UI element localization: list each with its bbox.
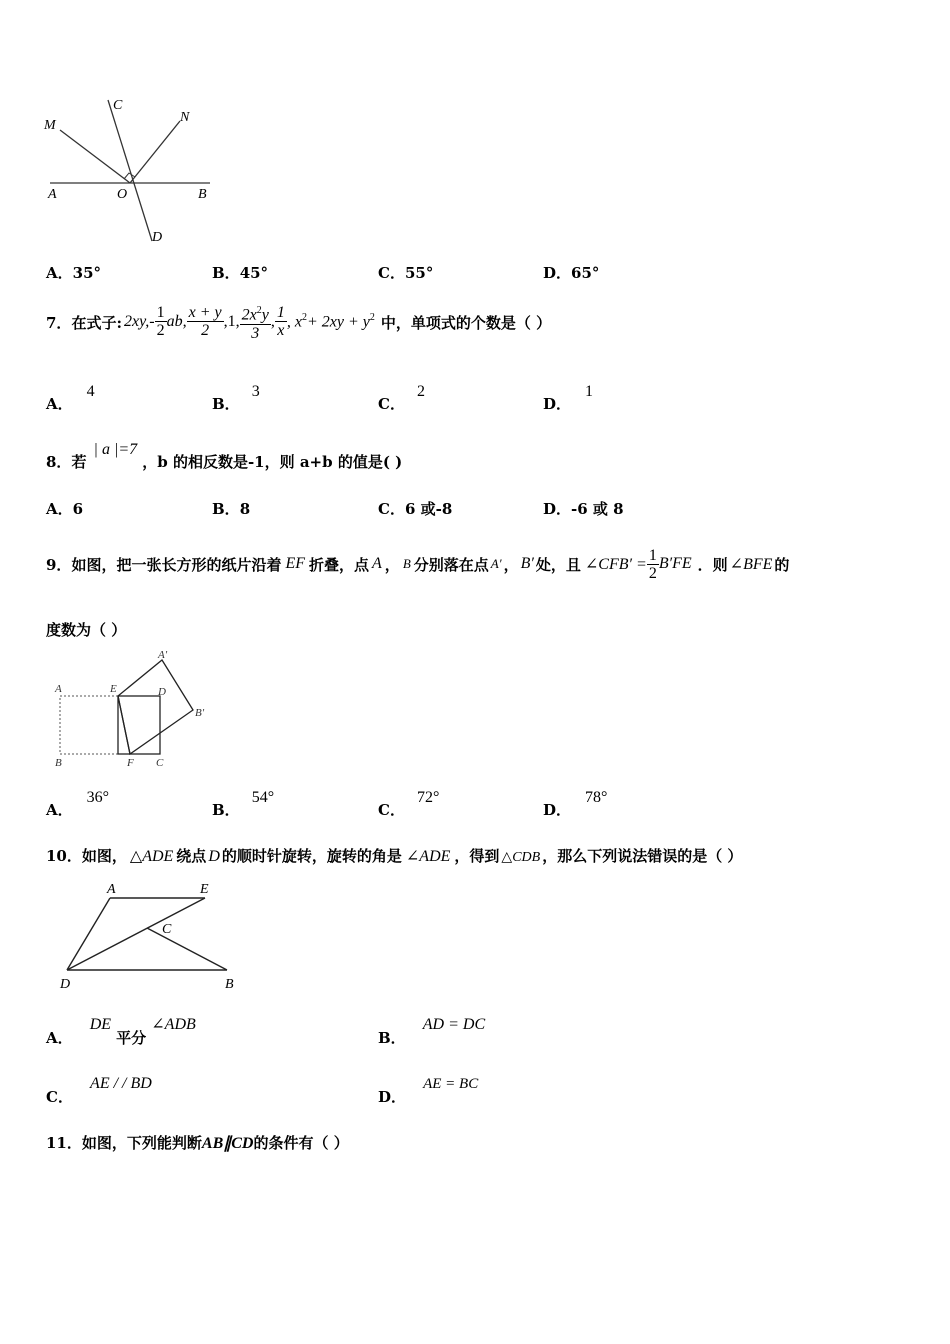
option-text: 55° xyxy=(404,264,434,282)
frac-den: 2 xyxy=(648,564,657,582)
q10-stem xyxy=(46,845,742,866)
ray-on xyxy=(130,121,180,183)
q9-angle-rhs: B′FE xyxy=(658,555,692,572)
frac-num: x + y xyxy=(188,304,222,322)
q9-target: ∠BFE xyxy=(729,556,773,573)
q9-frac-half xyxy=(647,547,659,582)
q9-text6: 的 xyxy=(774,555,790,574)
frac-num: 1 xyxy=(648,546,657,564)
label-d: D xyxy=(60,977,71,992)
q10-option-a[interactable] xyxy=(46,1013,196,1047)
option-letter: B． xyxy=(212,500,240,518)
option-text: 平分 xyxy=(116,1029,147,1047)
q6-angle-figure xyxy=(40,95,220,255)
frac-num-base: 2x xyxy=(241,306,257,324)
q10-option-b[interactable] xyxy=(378,1013,486,1047)
q7-frac-half xyxy=(155,304,167,339)
option-value: 78° xyxy=(585,789,608,806)
q8-option-c[interactable] xyxy=(378,498,452,519)
option-math: AE = BC xyxy=(423,1076,479,1092)
q9-option-c[interactable] xyxy=(378,786,440,819)
q10-d: D xyxy=(208,848,220,865)
q9-option-a[interactable] xyxy=(46,786,110,819)
q9-a-prime: A′ xyxy=(490,556,502,571)
label-a-prime: A′ xyxy=(158,649,168,661)
option-letter: D． xyxy=(378,1088,407,1106)
q10-tri2: △CDB xyxy=(501,850,541,865)
q9-text5: ．则 xyxy=(697,555,728,574)
option-letter: C． xyxy=(46,1088,73,1106)
q7-term-ab: ab, xyxy=(166,312,187,330)
option-letter: B． xyxy=(378,1029,406,1047)
q7-frac-xy xyxy=(187,304,224,339)
q7-stem xyxy=(46,298,551,346)
q8-prefix: 若 xyxy=(71,453,87,471)
frac-num-sup: 2 xyxy=(256,305,262,317)
frac-num: 1 xyxy=(156,304,165,322)
label-o: O xyxy=(117,187,128,202)
q6-option-c[interactable] xyxy=(378,262,433,283)
term-base: + 2xy + y xyxy=(306,313,370,331)
option-value: 54° xyxy=(251,789,275,806)
q9-text1: 如图，把一张长方形的纸片沿着 xyxy=(71,555,282,574)
q9-text4: 处，且 xyxy=(535,555,581,574)
q7-term-x2 xyxy=(287,312,307,331)
q9-number: 9． xyxy=(46,555,72,574)
q9-angle-lhs: ∠CFB′ = xyxy=(584,556,647,573)
label-d: D xyxy=(152,230,163,245)
option-text: 6 xyxy=(72,500,84,518)
option-letter: A． xyxy=(46,801,73,819)
q10-text2: 绕点 xyxy=(176,847,207,865)
q9-text2: 折叠，点 xyxy=(309,555,370,574)
option-letter: A． xyxy=(46,1029,73,1047)
option-letter: C． xyxy=(378,264,405,282)
q8-option-d[interactable] xyxy=(543,498,624,519)
option-text: 45° xyxy=(239,264,269,282)
option-text: 35° xyxy=(72,264,102,282)
q8-stem xyxy=(46,438,403,471)
option-math: ∠ADB xyxy=(151,1016,196,1033)
option-text: 8 xyxy=(239,500,251,518)
q8-math: | a |=7 xyxy=(93,441,138,458)
q11-stem xyxy=(46,1132,349,1153)
option-math: AE / / BD xyxy=(90,1075,152,1092)
q8-suffix: ，b 的相反数是-1，则 a+b 的值是( ) xyxy=(142,453,403,471)
q11-text2: 的条件有（ ） xyxy=(253,1134,349,1152)
option-letter: D． xyxy=(543,395,572,413)
q7-number: 7． xyxy=(46,313,72,332)
q7-option-a[interactable] xyxy=(46,380,95,413)
q7-option-b[interactable] xyxy=(212,380,260,413)
label-b-prime: B′ xyxy=(195,707,205,719)
q10-text1: 如图， xyxy=(81,847,127,865)
label-e: E xyxy=(110,683,117,695)
q10-tri1: △ADE xyxy=(129,848,174,865)
q10-angle: ∠ADE xyxy=(405,848,451,865)
option-text: 6 或-8 xyxy=(404,500,453,518)
q11-number: 11． xyxy=(46,1134,82,1152)
option-letter: A． xyxy=(46,500,73,518)
label-c: C xyxy=(162,922,172,937)
option-value: 1 xyxy=(585,383,594,400)
q9-a: A xyxy=(372,555,382,572)
option-letter: D． xyxy=(543,264,572,282)
label-b: B xyxy=(55,757,62,769)
folded-flap xyxy=(118,660,193,754)
option-value: 36° xyxy=(86,789,110,806)
q6-option-d[interactable] xyxy=(543,262,599,283)
q10-text5: ，那么下列说法错误的是（ ） xyxy=(542,847,743,865)
term-base: , x xyxy=(286,313,302,331)
label-e: E xyxy=(200,882,209,897)
q9-option-b[interactable] xyxy=(212,786,275,819)
label-d: D xyxy=(158,686,166,698)
label-n: N xyxy=(180,110,190,125)
option-value: 3 xyxy=(251,383,260,400)
q9-stem-line1 xyxy=(46,540,789,588)
q10-text4: ，得到 xyxy=(454,847,500,865)
q7-comma: , xyxy=(270,312,275,330)
q8-option-b[interactable] xyxy=(212,498,250,519)
q8-number: 8． xyxy=(46,453,72,471)
q6-option-a[interactable] xyxy=(46,262,101,283)
q6-option-b[interactable] xyxy=(212,262,268,283)
label-f: F xyxy=(127,757,134,769)
option-letter: B． xyxy=(212,395,240,413)
option-letter: D． xyxy=(543,500,572,518)
label-a: A xyxy=(107,882,116,897)
option-value: 4 xyxy=(86,383,95,400)
option-letter: C． xyxy=(378,395,405,413)
fold-line-ef xyxy=(118,696,130,754)
q11-text1: 如图，下列能判断 xyxy=(81,1134,202,1152)
option-letter: B． xyxy=(212,264,240,282)
q10-text3: 的顺时针旋转，旋转的角是 xyxy=(221,847,402,865)
option-math: DE xyxy=(89,1016,112,1033)
q10-option-c[interactable] xyxy=(46,1072,152,1106)
option-value: 72° xyxy=(416,789,440,806)
q8-option-a[interactable] xyxy=(46,498,83,519)
option-letter: A． xyxy=(46,264,73,282)
q9-angle-equation xyxy=(585,547,692,582)
q7-option-c[interactable] xyxy=(378,380,425,413)
frac-num-tail: y xyxy=(261,306,269,324)
label-m: M xyxy=(44,118,56,133)
q9-text3: 分别落在点 xyxy=(413,555,489,574)
q10-number: 10． xyxy=(46,847,82,865)
label-b: B xyxy=(198,187,207,202)
frac-num: 1 xyxy=(276,304,285,322)
frac-den: 2 xyxy=(201,322,210,340)
label-c: C xyxy=(113,98,123,113)
option-letter: C． xyxy=(378,801,405,819)
option-letter: D． xyxy=(543,801,572,819)
q10-rotation-figure xyxy=(55,878,245,993)
q7-prefix: 在式子: xyxy=(71,313,122,332)
q7-term-2xy: 2xy,- xyxy=(123,312,155,330)
label-b: B xyxy=(225,977,234,992)
q7-option-d[interactable] xyxy=(543,380,594,413)
q9-comma1: ， xyxy=(384,555,400,574)
frac-num xyxy=(240,302,271,324)
label-c: C xyxy=(156,757,164,769)
line-cd xyxy=(108,100,152,241)
option-text: 65° xyxy=(571,264,600,282)
q7-suffix: 中，单项式的个数是（ ） xyxy=(380,313,552,332)
q9-b-prime: B′ xyxy=(520,555,534,572)
q9-b: B xyxy=(402,556,411,571)
frac-den: 2 xyxy=(156,322,165,340)
label-a: A xyxy=(48,187,57,202)
q9-comma2: ， xyxy=(503,555,519,574)
q9-stem-line2: 度数为（ ） xyxy=(46,621,127,639)
segment-cb xyxy=(147,928,227,970)
frac-den: x xyxy=(277,322,285,340)
q7-expression xyxy=(124,302,375,341)
option-letter: C． xyxy=(378,500,405,518)
q10-option-d[interactable] xyxy=(378,1072,479,1106)
q7-term-poly xyxy=(307,312,375,331)
q7-term-1: ,1, xyxy=(223,312,240,330)
q7-frac-1x xyxy=(275,304,287,339)
option-text: -6 或 8 xyxy=(571,500,624,518)
q9-folded-rectangle-figure xyxy=(50,650,220,775)
q9-option-d[interactable] xyxy=(543,786,608,819)
label-a: A xyxy=(55,683,62,695)
q7-frac-2x2y xyxy=(240,302,271,341)
term-sup: 2 xyxy=(369,312,375,324)
q9-ef: EF xyxy=(285,555,305,572)
option-letter: B． xyxy=(212,801,240,819)
frac-den: 3 xyxy=(251,324,260,342)
option-letter: A． xyxy=(46,395,73,413)
option-value: 2 xyxy=(416,383,425,400)
term-sup: 2 xyxy=(301,312,307,324)
q11-math: AB∥CD xyxy=(201,1135,254,1152)
option-math: AD = DC xyxy=(422,1016,486,1033)
